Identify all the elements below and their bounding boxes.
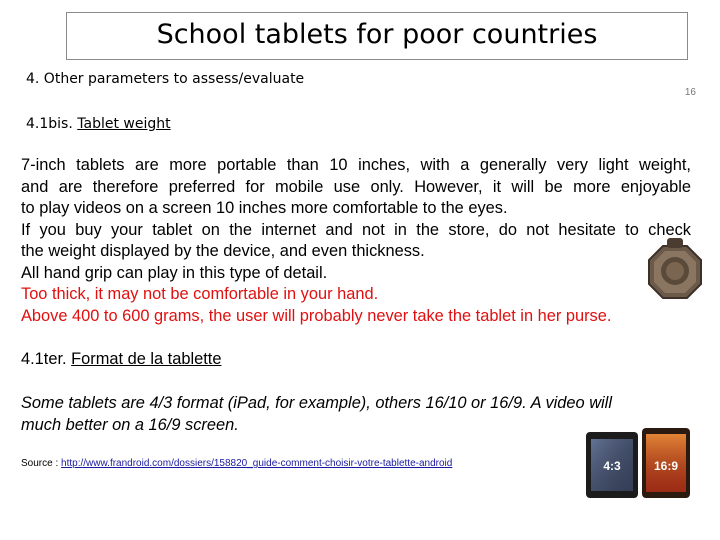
- weight-heading: [26, 116, 171, 132]
- section-4-heading: [26, 71, 304, 87]
- tablets-image: [584, 428, 692, 500]
- weight-red-line-1: Too thick, it may not be comfortable in your hand.: [21, 285, 379, 303]
- section-4-text: 4. Other parameters to assess/evaluate: [26, 71, 305, 87]
- source-label: Source :: [21, 458, 62, 469]
- weight-image: [645, 234, 705, 304]
- source-line: [21, 458, 452, 469]
- weight-heading-title: Tablet weight: [77, 116, 171, 132]
- weight-line-3: to play videos on a screen 10 inches more comfortable to the eyes.: [21, 199, 508, 217]
- format-heading-title: Format de la tablette: [71, 350, 222, 368]
- slide-title-box: [66, 12, 688, 60]
- weight-line-6: All hand grip can play in this type of detail.: [21, 263, 328, 282]
- format-line-2: much better on a 16/9 screen.: [21, 415, 239, 434]
- slide-title: School tablets for poor countries: [156, 19, 598, 50]
- weight-paragraph: [21, 155, 691, 327]
- weight-red-line-2: Above 400 to 600 grams, the user will probably never take the tablet in her purse.: [21, 306, 612, 325]
- source-link[interactable]: http://www.frandroid.com/dossiers/158820_guide-comment-choisir-votre-tablette-android: [61, 458, 453, 469]
- ratio-43-label: 4:3: [603, 459, 621, 473]
- format-line-1: Some tablets are 4/3 format (iPad, for example), others 16/10 or 16/9. A video will: [21, 394, 612, 412]
- weight-line-1: 7-inch tablets are more portable than 10 inches, with a generally very light weight,: [21, 156, 691, 174]
- page-number: 16: [684, 87, 696, 98]
- format-heading-number: 4.1ter.: [21, 350, 67, 368]
- weight-line-2: and are therefore preferred for mobile use only. However, it will be more enjoyable: [21, 177, 691, 196]
- weight-heading-number: 4.1bis.: [26, 116, 73, 132]
- weight-line-5: the weight displayed by the device, and even thickness.: [21, 242, 425, 260]
- format-heading: [21, 349, 691, 371]
- weight-line-4: If you buy your tablet on the internet and not in the store, do not hesitate to check: [21, 220, 691, 239]
- ratio-169-label: 16:9: [653, 459, 679, 473]
